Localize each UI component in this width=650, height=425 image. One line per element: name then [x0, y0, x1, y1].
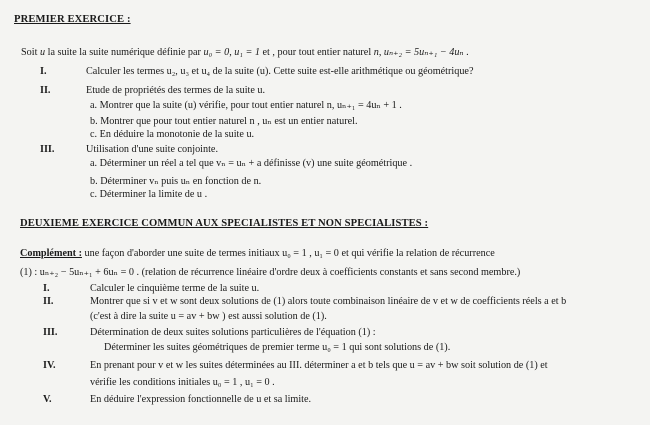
ex2-complement [20, 248, 495, 260]
ex2-q3-text: Détermination de deux suites solutions particulières de l'équation (1) : [90, 327, 376, 338]
ex2-q5-number: V. [43, 394, 52, 405]
ex2-q2-number: II. [43, 296, 54, 307]
intro-sep: , [229, 47, 235, 58]
ex2-q2-text: Montrer que si v et w sont deux solutions de (1) alors toute combinaison linéaire de v et w de coefficients réels a et b [90, 296, 567, 307]
intro-part-a: Soit [21, 47, 40, 58]
ex2-q2-text2: (c'est à dire la suite u = av + bw ) est aussi solution de (1). [90, 311, 327, 322]
ex2-recurrence-relation: (1) : uₙ₊₂ − 5uₙ₊₁ + 6uₙ = 0 . (relation de récurrence linéaire d'ordre deux à coefficients constants et sans second membre.) [20, 267, 521, 278]
intro-recurrence: uₙ₊₂ = 5uₙ₊₁ − 4uₙ [383, 47, 464, 58]
complement-label: Complément : [20, 248, 82, 259]
ex1-q1-number: I. [40, 66, 47, 77]
exercise1-intro [21, 47, 469, 59]
ex1-q2-number: II. [40, 85, 51, 96]
intro-part-c: et , pour tout entier naturel [259, 47, 374, 58]
intro-part-b: la suite la suite numérique définie par [45, 47, 204, 58]
ex1-q3b: b. Déterminer vₙ puis uₙ en fonction de n. [90, 176, 262, 187]
ex2-q1-number: I. [43, 283, 50, 294]
ex1-q3a: a. Déterminer un réel a tel que vₙ = uₙ + a définisse (v) une suite géométrique . [90, 158, 413, 169]
ex2-q1-text: Calculer le cinquième terme de la suite u. [90, 283, 260, 294]
ex1-q3c: c. Déterminer la limite de u . [90, 189, 208, 200]
exercise2-title: DEUXIEME EXERCICE COMMUN AUX SPECIALISTES ET NON SPECIALISTES : [20, 218, 429, 229]
ex1-q2c: c. En déduire la monotonie de la suite u. [90, 129, 255, 140]
complement-text: une façon d'aborder une suite de termes initiaux u₀ = 1 , u₁ = 0 et qui vérifie la relation de récurrence [81, 248, 495, 259]
ex1-q2a: a. Montrer que la suite (u) vérifie, pour tout entier naturel n, uₙ₊₁ = 4uₙ + 1 . [90, 100, 402, 111]
intro-part-d: , [378, 47, 384, 58]
ex1-q1-text: Calculer les termes u₂, u₃ et u₄ de la suite (u). Cette suite est-elle arithmétique ou géométrique? [86, 66, 474, 77]
intro-u0: u₀ = 0 [203, 47, 230, 58]
ex2-q3-text2: Déterminer les suites géométriques de premier terme u₀ = 1 qui sont solutions de (1). [104, 342, 451, 353]
ex2-q5-text: En déduire l'expression fonctionnelle de u et sa limite. [90, 394, 312, 405]
intro-n: n [373, 47, 379, 58]
intro-part-e: . [463, 47, 469, 58]
ex2-q4-text2: vérifie les conditions initiales u₀ = 1 , u₁ = 0 . [90, 377, 275, 388]
ex2-q3-number: III. [43, 327, 58, 338]
ex2-q4-text: En prenant pour v et w les suites déterminées au III. déterminer a et b tels que u = av + bw soit solution de (1) et [90, 360, 548, 371]
ex1-q3-number: III. [40, 144, 55, 155]
ex2-q4-number: IV. [43, 360, 56, 371]
intro-u: u [39, 47, 46, 58]
ex1-q2b: b. Montrer que pour tout entier naturel n , uₙ est un entier naturel. [90, 116, 358, 127]
ex1-q2-text: Etude de propriétés des termes de la suite u. [86, 85, 266, 96]
intro-u1: u₁ = 1 [234, 47, 260, 58]
exercise1-title: PREMIER EXERCICE : [14, 14, 131, 25]
ex1-q3-text: Utilisation d'une suite conjointe. [86, 144, 218, 155]
